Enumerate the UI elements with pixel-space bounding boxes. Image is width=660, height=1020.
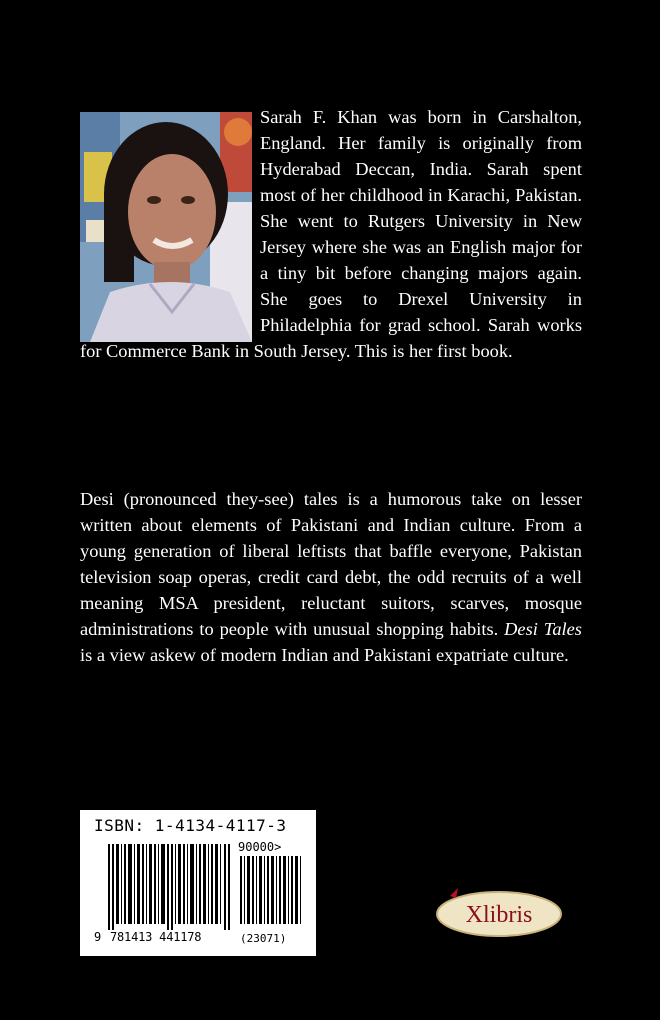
- barcode-bars: [108, 844, 232, 930]
- description-text: Desi (pronounced they-see) tales is a humorous take on lesser written about elements of Pakistani and Indian culture. From a young generation of liberal leftists that baffle everyone, Pakistan television soap operas, credit card debt, the odd recruits of a well meaning MSA president, reluctant suitors, scarves, mosque administrations to people with unusual shopping habits.: [80, 489, 582, 639]
- publisher-name: Xlibris: [465, 902, 533, 928]
- isbn-label: ISBN: 1-4134-4117-3: [94, 816, 287, 835]
- description-text-after: is a view askew of modern Indian and Pakistani expatriate culture.: [80, 645, 569, 665]
- author-bio: Sarah F. Khan was born in Carshalton, England. Her family is originally from Hyderabad Deccan, India. Sarah spent most of her childhood in Karachi, Pakistan. She went to Rutgers University in New Jersey where she was an English major for a tiny bit before changing majors again. She goes to Drexel University in Philadelphia for grad school. Sarah works for Commerce Bank in South Jersey. This is her first book.: [80, 107, 582, 361]
- barcode-first-digit: 9: [94, 930, 102, 944]
- barcode-ref: (23071): [240, 932, 287, 945]
- price-code: 90000>: [238, 840, 282, 854]
- price-barcode-bars: [240, 856, 302, 924]
- book-title-italic: Desi Tales: [504, 619, 582, 639]
- isbn-barcode: [80, 810, 316, 956]
- publisher-logo: [432, 884, 566, 940]
- book-description: [80, 486, 582, 668]
- barcode-digits: 781413 441178: [110, 930, 202, 944]
